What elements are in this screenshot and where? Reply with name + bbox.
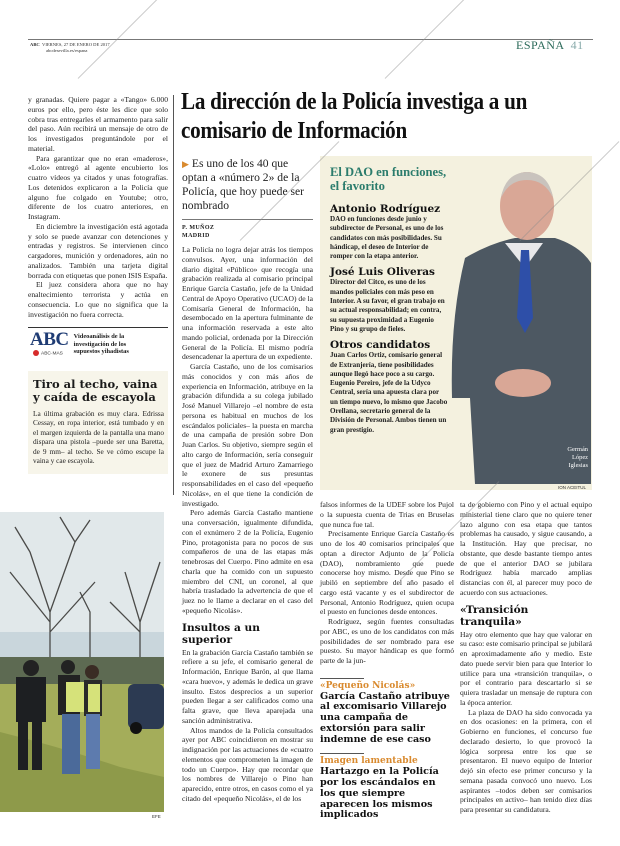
article-column-3	[320, 500, 454, 821]
paragraph: y granadas. Quiere pagar a «Tango» 6.000 euros por ello, pero éste les dice que solo cobra tras entregarles el armamento para salir del paso. Aún recibirá un mensaje de otro de los investigados preguntándole por el material.	[28, 95, 168, 153]
subheading: Insultos a un superior	[182, 621, 260, 646]
video-promo	[28, 327, 168, 356]
highlight-text: Hartazgo en la Policía por los escándalos en los que siempre aparecen los mismos implicados	[320, 766, 439, 821]
infobox-candidates	[330, 203, 448, 435]
column-divider	[173, 95, 174, 495]
abc-mas-logo[interactable]: ABC·MAS	[33, 350, 69, 356]
highlight-quotes	[320, 678, 454, 821]
paragraph: García Castaño, uno de los comisarios más conocidos y con más años de experiencia en Información, atribuye en la grabación difundida a su colega jubilado José Manuel Villarejo –el nombre de esta persona es habitual en muchos de los escándalos policiales– la puesta en marcha de una campaña de presión sobre Don Juan Carlos. Su objetivo, siempre según el alto cargo de Información, sería conseguir que el juez de Madrid Arturo Zamarriego le exonere de sus presuntas responsabilidades en el caso del «pequeño Nicolás», en el que tiene la condición de investigado.	[182, 362, 313, 508]
paragraph: En la grabación García Castaño también se refiere a su jefe, el comisario general de Información, Enrique Barón, al que llama «cara huevo», y además le dedica un grave insulto. Estos desprecios a un superior pueden llegar a ser calificados como una falta grave, que lleva aparejada una sanción administrativa.	[182, 647, 313, 725]
page-number: 41	[570, 38, 584, 52]
abc-brand	[30, 330, 69, 356]
paragraph: ta de gobierno con Pino y el actual equipo ministerial tiene claro que no quiere tener lazo alguno con esa etapa que tantos problemas ha causado, y sigue causando, a la Institución. Hay que precisar, no obstante, que desde bastante tiempo antes de que el anterior DAO se jubilara Rodríguez había marcado amplias distancias con él, al parecer muy poco de acuerdo con sus actuaciones.	[460, 500, 592, 597]
paragraph: La Policía no logra dejar atrás los tiempos convulsos. Ayer, una información del diario digital «Público» que recogía una grabación realizada al comisario principal Enrique García Castaño, jefe de la Unidad Central de Apoyo Operativo (UCAO) de la Comisaría General de Información, ha desembocado en la apertura fulminante de una información reservada a este alto mando policial, ordenada por la Dirección General de la Policía. El mismo podría desencadenar la apertura de un expediente.	[182, 245, 313, 362]
people-in-vests	[58, 660, 102, 774]
highlight-rule	[320, 678, 364, 679]
highlight-kicker: «Pequeño Nicolás»	[320, 680, 416, 691]
byline-rule	[182, 219, 313, 220]
sidebar-text: La última grabación es muy clara. Edrissa Cessay, en ropa interior, está tumbado y en el margen izquierda de la pantalla una mano dispara una pistola –puede ser una Baretta, de 9 mm– al techo. Se ve cómo escupe la vaina y cae escayola.	[33, 408, 164, 466]
author: P. MUÑOZ	[182, 225, 215, 231]
paragraph: Pero además García Castaño mantiene una conversación, igualmente difundida, con el exnúmero 2 de la Policía, Eugenio Pino, protagonista para no pocos de sus compañeros de una de las etapas más tenebrosas del Cuerpo. Pino admite en esa charla que ha comido con un supuesto miembro del CNI, un coronel, al que habría trasladado la advertencia de que el juez no le llame a declarar en el caso del «pequeño Nicolás».	[182, 508, 313, 615]
candidate-name: Otros candidatos	[330, 339, 431, 352]
police-photo	[0, 512, 164, 812]
candidate-name: Antonio Rodríguez	[330, 203, 441, 215]
triangle-bullet-icon: ▶	[182, 159, 189, 169]
section-label	[516, 38, 584, 53]
sidebar-title: Tiro al techo, vaina y caída de escayola	[33, 376, 158, 405]
paragraph: La plaza de DAO ha sido convocada ya en dos ocasiones: en la primera, con el Gobierno en funciones, el concurso fue declarado desierto, lo que provocó la lógica sorpresa entre los que se presentaron. El nuevo equipo de Interior dejó sin efecto ese primer concurso y la semana pasada convocó uno nuevo. Los aspirantes –todos deben ser comisarios principales en activo– han tenido diez días para presentar su candidatura.	[460, 707, 592, 814]
section-name: ESPAÑA	[516, 38, 565, 52]
paragraph: En diciembre la investigación está agotada y solo se puede avanzar con detenciones y entradas y registros. Se intervienen cinco cargadores, munición y ordenadores, aún no analizados. También una tarjeta digital borrada con etiquetas que ponen ISIS España.	[28, 221, 168, 280]
sidebar-box	[28, 371, 168, 475]
candidate-text: Juan Carlos Ortiz, comisario general de Extranjería, tiene posibilidades aunque llegó hace poco a su cargo. Eugenio Pereiro, jefe de la Udyco Central, sería una apuesta clara por un tiempo nuevo, lo mismo que Jacobo Orellana, secretario general de la División de Personal. Ambos tienen un gran prestigio.	[330, 351, 448, 434]
folio	[30, 42, 110, 53]
video-promo-link[interactable]: Videoanálisis de la investigación de los supuestos yihadistas	[73, 333, 129, 356]
byline	[182, 224, 313, 240]
section-url: abcdesevilla.es/espana	[46, 47, 88, 53]
candidate-text: DAO en funciones desde junio y subdirector de Personal, es uno de los candidatos con más posibilidades. Su hándicap, el deseo de Interior de romper con la etapa anterior.	[330, 215, 444, 261]
play-icon	[33, 350, 39, 356]
car	[128, 684, 164, 734]
paragraph: El juez considera ahora que no hay enaltecimiento terrorista y actúa en consecuencia. Lo que no significa que la investigación no fuera correcta.	[28, 280, 168, 319]
paragraph: Hay otro elemento que hay que valorar en su caso: este comisario principal se jubilará en aproximadamente año y medio. Este dato puede servir bien para que Interior lo utilice para una «transición tranquila», o por el contrario para descartarlo si se quiera trasladar un mensaje de ruptura con la época anterior.	[460, 629, 593, 707]
headline: La dirección de la Policía investiga a un comisario de Información	[181, 89, 528, 144]
subheading: «Transición tranquila»	[460, 603, 529, 628]
photo-credit: ION ACEITUL	[558, 485, 587, 490]
paragraph: falsos informes de la UDEF sobre los Pujol o la supuesta cuenta de Trias en Bruselas que nunca fue tal.	[320, 500, 454, 529]
paragraph: Precisamente Enrique García Castaño es uno de los 40 comisarios principales que optan a director Adjunto de la Policía (DAO), nombramiento que puede conocerse hoy mismo. Desde que Pino se jubiló en septiembre del año pasado el cargo está vacante y es el subdirector de Personal, Antonio Rodríguez, quien ocupa el puesto en funciones desde entonces.	[320, 529, 454, 617]
portrait-photo	[450, 168, 591, 484]
candidate-text: Director del Citco, es uno de los mandos policiales con más peso en Interior. A su favor, el gran trabajo en su actual responsabilidad; en contra, su supuesta proximidad a Eugenio Pino y su grupo de fieles.	[330, 278, 445, 333]
highlight-text: García Castaño atribuye al excomisario Villarejo una campaña de extorsión para salir indemne de ese caso	[320, 690, 450, 745]
article-column-2	[182, 157, 313, 804]
paper-name: ABC	[30, 42, 40, 47]
highlight-kicker: Imagen lamentable	[320, 756, 418, 767]
paragraph: Para garantizar que no eran «maderos», «Lolo» entregó al agente encubierto los cuatro vídeos ya citados y unas fotografías. Los detenidos explicaron a la Policía que alguno fue colgado en Youtube; otro, diferente de los cuatro anteriores, en Instagram.	[28, 153, 168, 221]
highlight-rule	[320, 753, 364, 754]
photo-caption: Germán López Iglesias	[567, 446, 588, 469]
issue-date: VIERNES, 27 DE ENERO DE 2017	[42, 42, 110, 47]
photo-credit: EFE	[152, 814, 161, 819]
left-column	[28, 95, 168, 474]
abc-logo[interactable]: ABC	[30, 329, 69, 351]
candidate-name: José Luis Oliveras	[330, 266, 435, 279]
left-column-text	[28, 95, 168, 319]
header-rule	[28, 39, 593, 40]
subheadline: ▶ Es uno de los 40 que optan a «número 2» de la Policía, que hoy puede ser nombrado	[182, 157, 305, 212]
article-column-4	[460, 500, 592, 815]
infobox-title: El DAO en funciones, el favorito	[330, 165, 447, 193]
paragraph: Altos mandos de la Policía consultados ayer por ABC coincidieron en mostrar su indignación por las actuaciones de «cuatro elementos que comprometen la imagen de todo un Cuerpo». Hay que recordar que los nombres de Villarejo o Pino han aparecido, entre otros, en casos como el ya citado del «pequeño Nicolás», el de los	[182, 725, 313, 803]
paragraph: Rodríguez, según fuentes consultadas por ABC, es uno de los candidatos con más posibilidades de ser nombrado para ese puesto. Su mayor hándicap es que formó parte de la jun-	[320, 617, 454, 665]
dateline: MADRID	[182, 233, 210, 239]
